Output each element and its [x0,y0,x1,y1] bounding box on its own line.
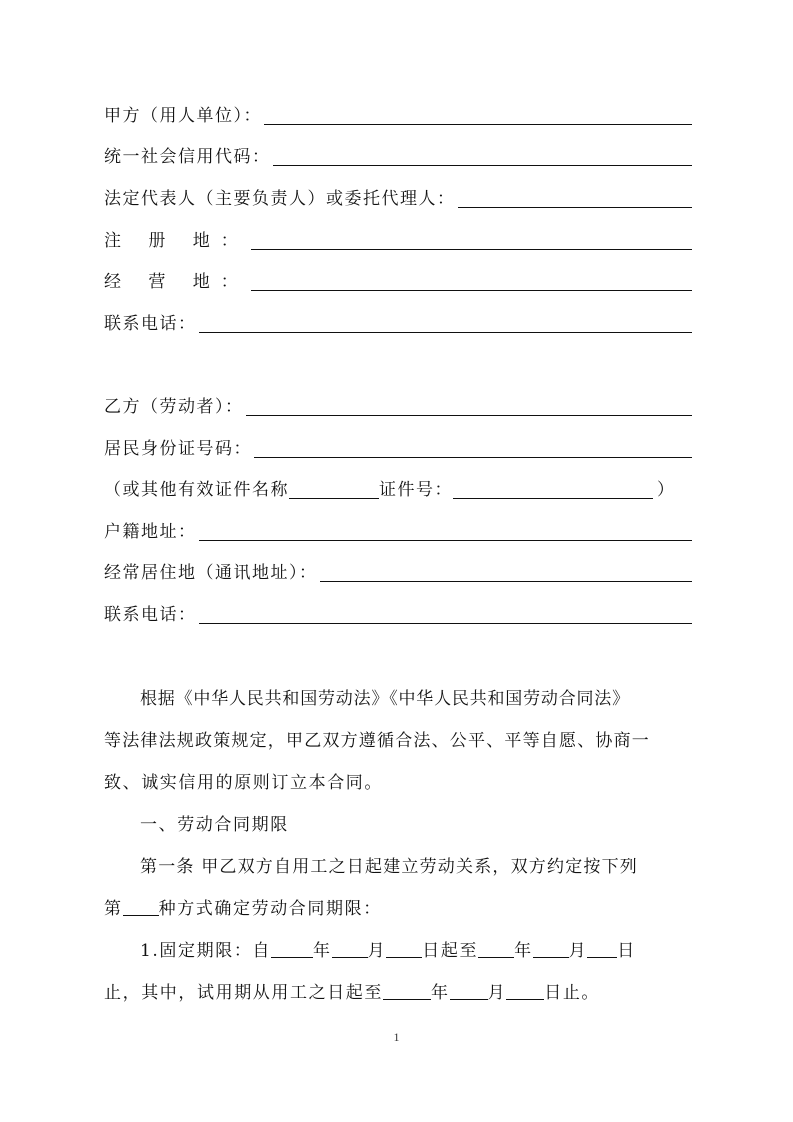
item-1-label: 1.固定期限：自 [140,941,272,961]
legal-rep-field[interactable] [458,206,693,208]
page-number: 1 [393,1030,400,1044]
business-address-field[interactable] [251,289,692,291]
party-a-phone-field[interactable] [199,331,693,333]
residence-field[interactable] [320,580,693,582]
start-year-field[interactable] [271,939,313,958]
household-address-label: 户籍地址： [104,522,197,542]
business-address-label: 经 营 地： [104,272,249,292]
party-b-phone-field[interactable] [199,622,693,624]
registered-address-row [104,225,692,253]
residence-row [104,557,692,585]
credit-code-row [104,141,692,169]
probation-year-field[interactable] [383,981,431,1000]
end-month-field[interactable] [533,939,569,958]
end-text: 日止。 [544,983,601,1003]
legal-rep-label: 法定代表人（主要负责人）或委托代理人： [104,189,456,209]
article-1-line-2 [104,894,694,919]
party-b-name-field[interactable] [246,414,693,416]
party-a-label: 甲方（用人单位）： [104,106,262,126]
id-number-row [104,433,692,461]
from-text: 日起至 [422,941,479,961]
party-a-phone-label: 联系电话： [104,314,197,334]
other-id-name-field[interactable] [289,480,379,499]
end-year-field[interactable] [478,939,514,958]
probation-day-field[interactable] [506,981,544,1000]
month-text: 月 [568,941,588,961]
preamble-line-2: 等法律法规政策规定，甲乙双方遵循合法、公平、平等自愿、协商一 [104,731,650,751]
credit-code-field[interactable] [273,164,693,166]
year-text: 年 [514,941,533,961]
registered-address-field[interactable] [251,248,692,250]
preamble-line-1: 根据《中华人民共和国劳动法》《中华人民共和国劳动合同法》 [140,689,630,709]
option-number-field[interactable] [123,897,159,916]
residence-label: 经常居住地（通讯地址）： [104,563,318,583]
credit-code-label: 统一社会信用代码： [104,147,271,167]
article-suffix: 种方式确定劳动合同期限： [158,899,382,919]
party-a-phone-row [104,308,692,336]
section-heading: 一、劳动合同期限 [140,815,289,835]
end-day-field[interactable] [587,939,617,958]
start-day-field[interactable] [386,939,422,958]
month-text: 月 [487,983,507,1003]
party-b-phone-label: 联系电话： [104,605,197,625]
party-b-name-row [104,391,692,419]
item-1-line-2 [104,978,694,1003]
item-1-line-1 [140,936,696,961]
business-address-row [104,266,692,294]
household-address-field[interactable] [199,539,693,541]
registered-address-label: 注 册 地： [104,231,249,251]
article-prefix: 第 [104,899,123,919]
article-1-line-1: 第一条 甲乙双方自用工之日起建立劳动关系，双方约定按下列 [140,857,639,877]
other-id-row [104,474,692,502]
legal-rep-row [104,183,692,211]
party-a-name-field[interactable] [264,123,692,125]
other-id-number-label: 证件号： [379,480,453,500]
start-month-field[interactable] [332,939,368,958]
id-number-field[interactable] [254,456,692,458]
day-text: 日 [617,941,636,961]
year-text: 年 [431,983,450,1003]
year-text: 年 [313,941,332,961]
party-a-name-row [104,100,692,128]
month-text: 月 [367,941,387,961]
preamble-line-3: 致、诚实信用的原则订立本合同。 [104,773,383,793]
other-id-close-paren: ） [657,480,676,500]
other-id-number-field[interactable] [453,480,653,499]
id-number-label: 居民身份证号码： [104,439,252,459]
probation-text: 止，其中，试用期从用工之日起至 [104,983,383,1003]
other-id-label: （或其他有效证件名称 [104,480,289,500]
probation-month-field[interactable] [450,981,488,1000]
household-address-row [104,516,692,544]
party-b-phone-row [104,599,692,627]
party-b-label: 乙方（劳动者）： [104,397,244,417]
